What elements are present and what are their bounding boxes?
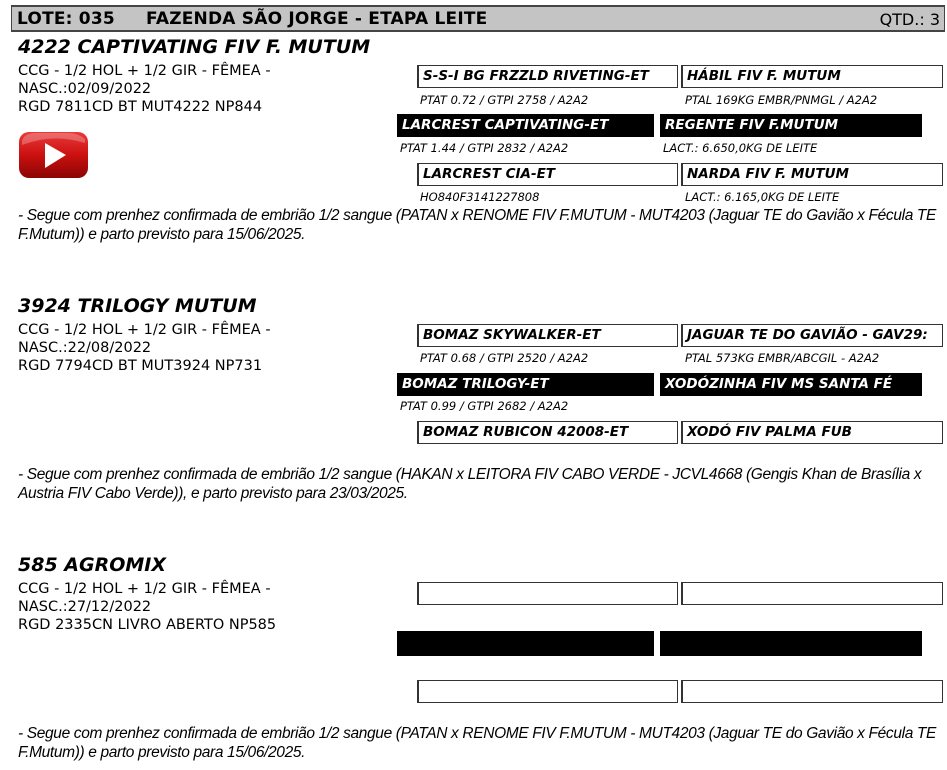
pedigree-sire-sire-info: PTAT 0.72 / GTPI 2758 / A2A2 bbox=[420, 93, 589, 107]
pedigree-dam-sire-info: PTAL 573KG EMBR/ABCGIL - A2A2 bbox=[685, 351, 880, 365]
animal-title: 585 AGROMIX bbox=[18, 554, 166, 576]
pedigree-dam-sire-info: PTAL 169KG EMBR/PNMGL / A2A2 bbox=[685, 93, 878, 107]
pedigree-dam-dam: XODÓ FIV PALMA FUB bbox=[681, 421, 943, 444]
quantity: QTD.: 3 bbox=[879, 10, 940, 29]
animal-breed: CCG - 1/2 HOL + 1/2 GIR - FÊMEA - bbox=[18, 63, 271, 79]
pedigree-sire: LARCREST CAPTIVATING-ET bbox=[397, 114, 654, 137]
pedigree-sire-dam bbox=[417, 680, 678, 703]
lot-header bbox=[11, 5, 945, 32]
animal-birth: NASC.:02/09/2022 bbox=[18, 81, 152, 97]
pedigree-sire-dam: BOMAZ RUBICON 42008-ET bbox=[417, 421, 678, 444]
animal-breed: CCG - 1/2 HOL + 1/2 GIR - FÊMEA - bbox=[18, 581, 271, 597]
pregnancy-note: - Segue com prenhez confirmada de embrião 1/2 sangue (PATAN x RENOME FIV F.MUTUM - MUT4203 (Jaguar TE do Gavião x Fécula TE F.Mutum)) e parto previsto para 15/06/2025. bbox=[18, 725, 937, 761]
pedigree-sire: BOMAZ TRILOGY-ET bbox=[397, 373, 654, 396]
pregnancy-note: - Segue com prenhez confirmada de embrião 1/2 sangue (HAKAN x LEITORA FIV CABO VERDE - JCVL4668 (Gengis Khan de Brasília x Austria FIV Cabo Verde)), e parto previsto para 23/03/2025. bbox=[18, 466, 922, 502]
play-video-icon[interactable] bbox=[18, 131, 89, 179]
pedigree-dam-info: LACT.: 6.650,0KG DE LEITE bbox=[663, 141, 818, 155]
pedigree-dam bbox=[660, 631, 922, 656]
pregnancy-note: - Segue com prenhez confirmada de embrião 1/2 sangue (PATAN x RENOME FIV F.MUTUM - MUT4203 (Jaguar TE do Gavião x Fécula TE F.Mutum)) e parto previsto para 15/06/2025. bbox=[18, 207, 937, 243]
pedigree-dam-dam bbox=[681, 680, 943, 703]
pedigree-dam: XODÓZINHA FIV MS SANTA FÉ bbox=[660, 373, 922, 396]
pedigree-sire-sire: S-S-I BG FRZZLD RIVETING-ET bbox=[417, 65, 678, 88]
animal-info bbox=[18, 580, 276, 634]
animal-title: 4222 CAPTIVATING FIV F. MUTUM bbox=[18, 36, 371, 58]
animal-info bbox=[18, 62, 271, 116]
animal-registry: RGD 7811CD BT MUT4222 NP844 bbox=[18, 99, 263, 115]
animal-info bbox=[18, 321, 271, 375]
pedigree-dam-dam-info: LACT.: 6.165,0KG DE LEITE bbox=[685, 190, 840, 204]
pedigree-sire-dam-info: HO840F3141227808 bbox=[420, 190, 540, 204]
pedigree-sire-info: PTAT 0.99 / GTPI 2682 / A2A2 bbox=[400, 399, 569, 413]
animal-registry: RGD 7794CD BT MUT3924 NP731 bbox=[18, 358, 263, 374]
pedigree-sire-info: PTAT 1.44 / GTPI 2832 / A2A2 bbox=[400, 141, 569, 155]
pedigree-dam-sire bbox=[681, 582, 943, 605]
farm-name: FAZENDA SÃO JORGE - ETAPA LEITE bbox=[146, 9, 488, 29]
lot-number: LOTE: 035 bbox=[17, 9, 115, 29]
pedigree-dam-dam: NARDA FIV F. MUTUM bbox=[681, 163, 943, 186]
pedigree-sire-sire: BOMAZ SKYWALKER-ET bbox=[417, 324, 678, 347]
animal-birth: NASC.:27/12/2022 bbox=[18, 599, 152, 615]
pedigree-dam-sire: HÁBIL FIV F. MUTUM bbox=[681, 65, 943, 88]
animal-registry: RGD 2335CN LIVRO ABERTO NP585 bbox=[18, 617, 277, 633]
pedigree-sire-dam: LARCREST CIA-ET bbox=[417, 163, 678, 186]
animal-birth: NASC.:22/08/2022 bbox=[18, 340, 152, 356]
pedigree-sire bbox=[397, 631, 654, 656]
pedigree-dam-sire: JAGUAR TE DO GAVIÃO - GAV29: bbox=[681, 324, 943, 347]
pedigree-sire-sire bbox=[417, 582, 678, 605]
animal-title: 3924 TRILOGY MUTUM bbox=[18, 295, 257, 317]
pedigree-dam: REGENTE FIV F.MUTUM bbox=[660, 114, 922, 137]
animal-breed: CCG - 1/2 HOL + 1/2 GIR - FÊMEA - bbox=[18, 322, 271, 338]
pedigree-sire-sire-info: PTAT 0.68 / GTPI 2520 / A2A2 bbox=[420, 351, 589, 365]
